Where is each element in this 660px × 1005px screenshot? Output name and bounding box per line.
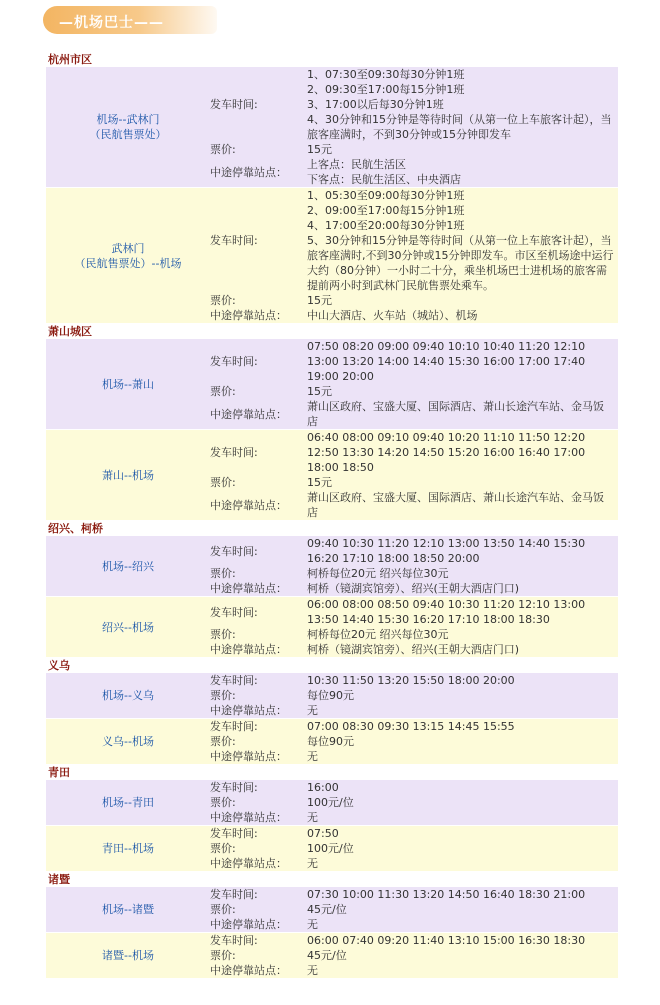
detail-row	[210, 157, 618, 187]
detail-row	[210, 734, 618, 749]
detail-value: 无	[307, 964, 318, 977]
detail-label: 中途停靠站点：	[210, 857, 287, 870]
route-name: 机场--武林门 （民航售票处）	[89, 113, 167, 141]
detail-value: 无	[307, 918, 318, 931]
detail-value: 柯桥（镜湖宾馆旁）、绍兴(王朝大酒店门口)	[307, 582, 520, 595]
detail-label: 票价:	[210, 294, 236, 307]
detail-label: 发车时间:	[210, 934, 258, 947]
route-details	[210, 597, 618, 657]
detail-value: 06:00 08:00 08:50 09:40 10:30 11:20 12:10 13:00 13:50 14:40 15:30 16:20 17:10 18:00 18:30	[307, 598, 586, 626]
detail-label: 中途停靠站点：	[210, 582, 287, 595]
route-details	[210, 780, 618, 825]
detail-value: 07:50 08:20 09:00 09:40 10:10 10:40 11:20 12:10 13:00 13:20 14:00 14:40 15:30 16:00 17:00 17:40 19:00 20:00	[307, 340, 586, 383]
detail-label: 中途停靠站点：	[210, 407, 287, 421]
detail-label: 票价:	[210, 735, 236, 748]
detail-value: 中山大酒店、火车站（城站）、机场	[307, 309, 478, 322]
section-title: 义乌	[48, 659, 70, 672]
detail-row	[210, 810, 618, 825]
detail-value: 100元/位	[307, 842, 354, 855]
schedule-content	[46, 52, 618, 979]
detail-row	[210, 673, 618, 688]
route-block	[46, 597, 618, 658]
route-name: 武林门 （民航售票处）--机场	[74, 241, 182, 270]
detail-label: 票价:	[210, 628, 236, 641]
detail-label: 票价:	[210, 385, 236, 398]
detail-value: 06:00 07:40 09:20 11:40 13:10 15:00 16:30 18:30	[307, 934, 586, 947]
detail-label: 票价:	[210, 567, 236, 580]
detail-row	[210, 749, 618, 764]
route-name: 义乌--机场	[102, 735, 154, 748]
route-details	[210, 430, 618, 520]
detail-row	[210, 719, 618, 734]
route-block	[46, 536, 618, 597]
route-block	[46, 430, 618, 521]
detail-value: 萧山区政府、宝盛大厦、国际酒店、萧山长途汽车站、金马饭店	[307, 400, 604, 428]
route-block	[46, 339, 618, 430]
detail-row	[210, 339, 618, 384]
route-details	[210, 933, 618, 978]
route-block	[46, 719, 618, 765]
detail-label: 中途停靠站点：	[210, 498, 287, 512]
detail-label: 中途停靠站点：	[210, 750, 287, 763]
detail-row	[210, 841, 618, 856]
detail-row	[210, 308, 618, 323]
detail-row	[210, 490, 618, 520]
detail-row	[210, 627, 618, 642]
detail-label: 发车时间:	[210, 446, 258, 459]
detail-row	[210, 399, 618, 429]
detail-label: 中途停靠站点：	[210, 309, 287, 322]
detail-label: 发车时间:	[210, 827, 258, 840]
detail-label: 中途停靠站点：	[210, 165, 287, 179]
detail-row	[210, 933, 618, 948]
detail-label: 发车时间:	[210, 720, 258, 733]
detail-row	[210, 642, 618, 657]
detail-label: 票价:	[210, 796, 236, 809]
detail-row	[210, 887, 618, 902]
route-name: 青田--机场	[102, 842, 154, 855]
detail-row	[210, 780, 618, 795]
route-name: 机场--绍兴	[102, 559, 154, 573]
detail-row	[210, 293, 618, 308]
detail-row	[210, 597, 618, 627]
route-details	[210, 719, 618, 764]
detail-label: 中途停靠站点：	[210, 964, 287, 977]
detail-label: 票价:	[210, 903, 236, 916]
detail-value: 15元	[307, 143, 332, 156]
detail-label: 票价:	[210, 476, 236, 489]
route-block	[46, 673, 618, 719]
detail-label: 发车时间:	[210, 674, 258, 687]
detail-row	[210, 703, 618, 718]
detail-value: 萧山区政府、宝盛大厦、国际酒店、萧山长途汽车站、金马饭店	[307, 491, 604, 519]
detail-label: 票价:	[210, 842, 236, 855]
route-name: 机场--青田	[102, 796, 154, 809]
section-title: 青田	[48, 766, 70, 779]
detail-value: 07:30 10:00 11:30 13:20 14:50 16:40 18:30 21:00	[307, 888, 586, 901]
detail-value: 45元/位	[307, 949, 347, 962]
route-block	[46, 826, 618, 872]
detail-value: 无	[307, 704, 318, 717]
detail-label: 中途停靠站点：	[210, 918, 287, 931]
detail-value: 100元/位	[307, 796, 354, 809]
route-details	[210, 826, 618, 871]
route-name: 机场--诸暨	[102, 903, 154, 916]
route-name: 机场--萧山	[102, 377, 154, 391]
route-block	[46, 188, 618, 324]
detail-value: 上客点：民航生活区 下客点：民航生活区、中央酒店	[307, 158, 461, 186]
detail-label: 发车时间:	[210, 355, 258, 368]
banner-title: —机场巴士——	[59, 15, 164, 31]
detail-row	[210, 795, 618, 810]
route-details	[210, 536, 618, 596]
detail-row	[210, 566, 618, 581]
banner	[43, 6, 217, 34]
detail-label: 票价:	[210, 949, 236, 962]
route-block	[46, 933, 618, 979]
detail-label: 发车时间:	[210, 544, 258, 558]
route-details	[210, 887, 618, 932]
detail-row	[210, 142, 618, 157]
route-name: 机场--义乌	[102, 689, 154, 702]
detail-label: 发车时间:	[210, 888, 258, 901]
detail-value: 45元/位	[307, 903, 347, 916]
detail-label: 票价:	[210, 689, 236, 702]
detail-label: 发车时间:	[210, 98, 258, 111]
detail-label: 发车时间:	[210, 234, 258, 247]
route-block	[46, 67, 618, 188]
detail-label: 中途停靠站点：	[210, 643, 287, 656]
detail-row	[210, 188, 618, 293]
detail-value: 10:30 11:50 13:20 15:50 18:00 20:00	[307, 674, 515, 687]
detail-value: 每位90元	[307, 735, 354, 748]
detail-row	[210, 902, 618, 917]
detail-label: 中途停靠站点：	[210, 704, 287, 717]
route-name: 诸暨--机场	[102, 949, 154, 962]
detail-row	[210, 826, 618, 841]
detail-label: 发车时间:	[210, 605, 258, 619]
section-title: 萧山城区	[48, 325, 92, 338]
detail-value: 15元	[307, 385, 332, 398]
detail-row	[210, 856, 618, 871]
detail-value: 15元	[307, 476, 332, 489]
route-name: 绍兴--机场	[102, 620, 154, 634]
detail-label: 发车时间:	[210, 781, 258, 794]
detail-value: 1、05:30至09:00每30分钟1班 2、09:00至17:00每15分钟1班 4、17:00至20:00每30分钟1班 5、30分钟和15分钟是等待时间（从第一位上车旅客计起），当旅客座满时,不到30分钟或15分钟即发车。市区至机场途中运行大约（80分钟）一小时二十分，乘坐机场巴士进机场的旅客需提前两小时到武林门民航售票处乘车。	[307, 189, 614, 292]
detail-value: 每位90元	[307, 689, 354, 702]
detail-value: 柯桥每位20元 绍兴每位30元	[307, 628, 449, 641]
detail-value: 无	[307, 811, 318, 824]
detail-value: 07:50	[307, 827, 339, 840]
detail-row	[210, 384, 618, 399]
detail-value: 柯桥（镜湖宾馆旁）、绍兴(王朝大酒店门口)	[307, 643, 520, 656]
route-details	[210, 67, 618, 187]
detail-row	[210, 67, 618, 142]
section-title: 绍兴、柯桥	[48, 522, 103, 535]
section-title: 杭州市区	[48, 53, 92, 66]
detail-value: 无	[307, 750, 318, 763]
detail-value: 16:00	[307, 781, 339, 794]
detail-row	[210, 536, 618, 566]
section-title: 诸暨	[48, 873, 70, 886]
route-details	[210, 673, 618, 718]
detail-value: 柯桥每位20元 绍兴每位30元	[307, 567, 449, 580]
route-name: 萧山--机场	[102, 468, 154, 482]
route-block	[46, 887, 618, 933]
detail-label: 票价:	[210, 143, 236, 156]
detail-value: 09:40 10:30 11:20 12:10 13:00 13:50 14:40 15:30 16:20 17:10 18:00 18:50 20:00	[307, 537, 586, 565]
detail-value: 1、07:30至09:30每30分钟1班 2、09:30至17:00每15分钟1班 3、17:00以后每30分钟1班 4、30分钟和15分钟是等待时间（从第一位上车旅客计起），当旅客座满时，不到30分钟或15分钟即发车	[307, 68, 612, 141]
detail-row	[210, 430, 618, 475]
detail-label: 中途停靠站点：	[210, 811, 287, 824]
route-block	[46, 780, 618, 826]
detail-row	[210, 581, 618, 596]
detail-row	[210, 475, 618, 490]
route-details	[210, 339, 618, 429]
detail-value: 07:00 08:30 09:30 13:15 14:45 15:55	[307, 720, 515, 733]
detail-row	[210, 963, 618, 978]
detail-value: 无	[307, 857, 318, 870]
detail-row	[210, 688, 618, 703]
route-details	[210, 188, 618, 323]
detail-row	[210, 917, 618, 932]
detail-row	[210, 948, 618, 963]
detail-value: 06:40 08:00 09:10 09:40 10:20 11:10 11:50 12:20 12:50 13:30 14:20 14:50 15:20 16:00 16:40 17:00 18:00 18:50	[307, 431, 586, 474]
detail-value: 15元	[307, 294, 332, 307]
